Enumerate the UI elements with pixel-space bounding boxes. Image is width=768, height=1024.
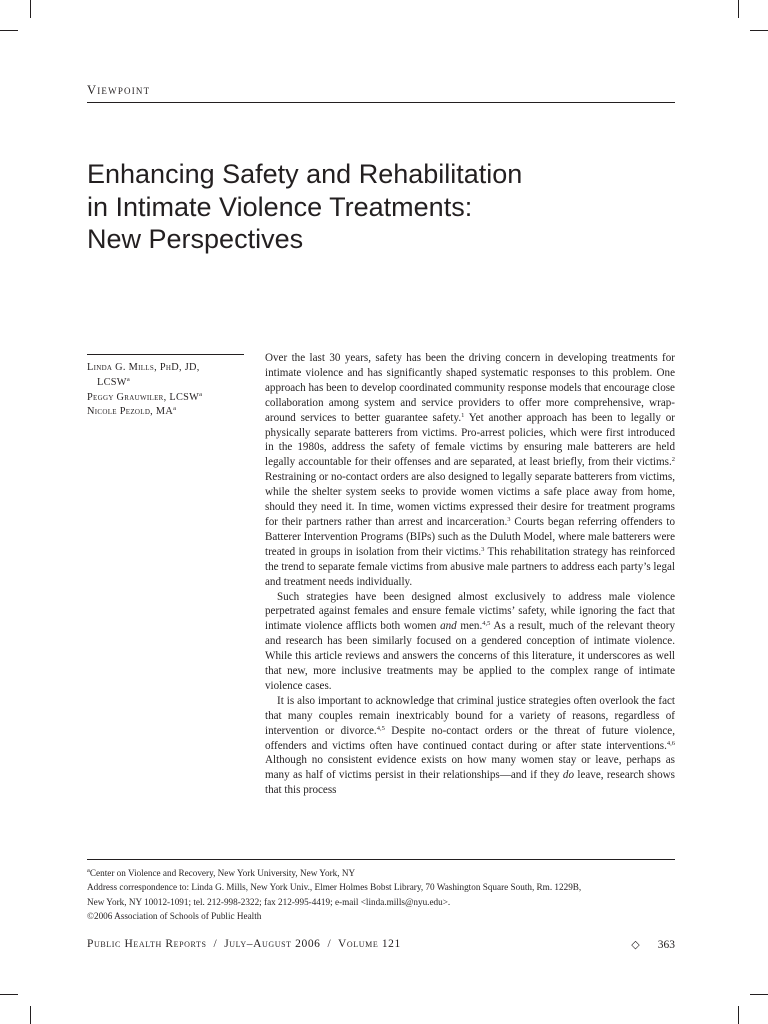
citation-ref: 2 bbox=[671, 456, 675, 464]
author-credential: LCSW bbox=[97, 376, 127, 388]
author-affiliation-mark: a bbox=[126, 375, 130, 383]
body-text: men. bbox=[456, 620, 483, 633]
author-name: Nicole Pezold, MA bbox=[87, 406, 174, 418]
footnotes bbox=[87, 866, 675, 924]
body-text: Yet another approach has been to legally or physically separate batterers from victims. Pro-arrest policies, which were first introduced in the 1980s, address the safety of female victims by ensuring male batterers are held legally accountable for their offenses and are separated, at least briefly, from their victims. bbox=[265, 411, 675, 469]
crop-mark bbox=[750, 30, 768, 31]
diamond-icon: ◇ bbox=[631, 939, 640, 951]
citation-ref: 3 bbox=[507, 515, 511, 523]
body-text: Although no consistent evidence exists on how many women stay or leave, perhaps as many as half of victims persist in their relationships—and if they bbox=[265, 754, 675, 782]
citation-ref: 4,6 bbox=[666, 739, 675, 747]
emphasis-text: do bbox=[562, 769, 574, 782]
author-entry bbox=[87, 361, 247, 391]
affiliation-text: Center on Violence and Recovery, New York University, New York, NY bbox=[89, 868, 356, 878]
page-number-block bbox=[631, 938, 675, 951]
author-affiliation-mark: a bbox=[173, 405, 177, 413]
body-text: leave, research shows that this process bbox=[265, 769, 676, 797]
body-text: Despite no-contact orders or the threat of future violence, offenders and victims often have continued contact during or after state interventions. bbox=[265, 724, 675, 752]
article-title bbox=[87, 158, 647, 256]
body-text: Over the last 30 years, safety has been the driving concern in developing treatments for intimate violence and has significantly shaped systematic responses to this problem. One approach has been to develop coordinated community response models that encourage close collaboration among system and service providers to offer more comprehensive, wrap-around services to better guarantee safety. bbox=[265, 352, 675, 424]
footnote-affiliation bbox=[87, 866, 675, 880]
article-body bbox=[265, 351, 675, 798]
body-paragraph bbox=[265, 694, 675, 798]
emphasis-text: and bbox=[440, 620, 457, 633]
title-line: New Perspectives bbox=[87, 224, 304, 254]
body-text: Such strategies have been designed almost exclusively to address male violence perpetrated against females and ensure female victims’ safety, while ignoring the fact that intimate violence afflicts both women bbox=[265, 590, 675, 633]
body-text: As a result, much of the relevant theory and research has been similarly focused on a gendered conception of intimate violence. While this article reviews and answers the concerns of this literature, it underscores as well that new, more inclusive treatments may be applied to the complex range of intimate violence cases. bbox=[265, 620, 675, 692]
crop-mark bbox=[30, 1006, 31, 1024]
body-text: This rehabilitation strategy has reinforced the trend to separate female victims from abusive male partners to address each party’s legal and treatment needs individually. bbox=[265, 545, 675, 588]
section-label: Viewpoint bbox=[87, 83, 151, 97]
crop-mark bbox=[0, 30, 18, 31]
affiliation-mark: a bbox=[87, 867, 90, 874]
footnote-copyright: ©2006 Association of Schools of Public Health bbox=[87, 911, 262, 922]
page-footer bbox=[87, 938, 675, 954]
crop-mark bbox=[738, 1006, 739, 1024]
body-paragraph bbox=[265, 351, 675, 590]
body-text: Restraining or no-contact orders are also designed to legally separate batterers from victims, while the shelter system seeks to provide women victims a safe place away from home, should they need it. In time, women victims expressed their desire for treatment programs for their partners rather than arrest and incarceration. bbox=[265, 471, 675, 528]
citation-ref: 1 bbox=[461, 411, 465, 419]
citation-ref: 4,5 bbox=[376, 724, 385, 732]
citation-ref: 4,5 bbox=[482, 620, 491, 628]
author-entry bbox=[87, 391, 247, 406]
journal-info: Public Health Reports / July–August 2006 / Volume 121 bbox=[87, 938, 401, 950]
author-entry bbox=[87, 405, 247, 420]
author-affiliation-mark: a bbox=[199, 390, 203, 398]
crop-mark bbox=[738, 0, 739, 18]
authors-rule bbox=[87, 354, 244, 355]
footnote-rule bbox=[87, 859, 675, 860]
crop-mark bbox=[0, 994, 18, 995]
body-text: It is also important to acknowledge that criminal justice strategies often overlook the fact that many couples remain inextricably bound for a variety of reasons, regardless of intervention or divorce. bbox=[265, 694, 675, 737]
citation-ref: 3 bbox=[481, 545, 485, 553]
page-number: 363 bbox=[657, 939, 675, 951]
body-text: Courts began referring offenders to Batterer Intervention Programs (BIPs) such as the Duluth Model, where male batterers were treated in groups in isolation from their victims. bbox=[265, 515, 676, 558]
footnote-address: Address correspondence to: Linda G. Mills, New York Univ., Elmer Holmes Bobst Library, 70 Washington Square South, Rm. 1229B, bbox=[87, 882, 582, 893]
author-name: Peggy Grauwiler, LCSW bbox=[87, 391, 200, 403]
title-line: in Intimate Violence Treatments: bbox=[87, 191, 473, 222]
footnote-address: New York, NY 10012-1091; tel. 212-998-2322; fax 212-995-4419; e-mail <linda.mills@nyu.edu>. bbox=[87, 896, 451, 907]
body-paragraph bbox=[265, 590, 675, 694]
crop-mark bbox=[30, 0, 31, 18]
header-rule bbox=[87, 102, 675, 103]
crop-mark bbox=[750, 994, 768, 995]
author-name: Linda G. Mills, PhD, JD, bbox=[87, 362, 200, 373]
author-list bbox=[87, 361, 247, 420]
title-line: Enhancing Safety and Rehabilitation bbox=[87, 159, 523, 189]
